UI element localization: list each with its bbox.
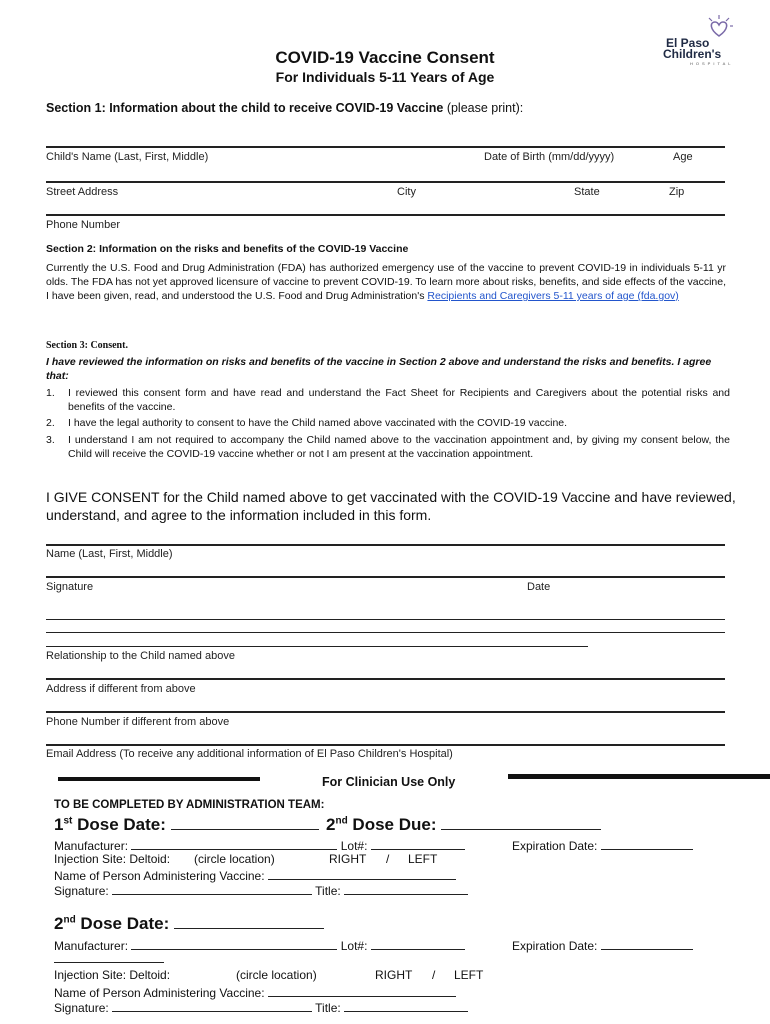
expiration-field[interactable] <box>601 837 693 850</box>
section1-heading-note: (please print): <box>446 101 524 115</box>
expiration-field[interactable] <box>601 937 693 950</box>
dose-due-label: Dose Due: <box>352 815 437 834</box>
list-item-text: I reviewed this consent form and have read and understand the Fact Sheet for Recipients and Caregivers about the potential risks and benefits of the vaccine. <box>68 387 730 413</box>
section2-text: Currently the U.S. Food and Drug Administration (FDA) has authorized emergency use of the vaccine to prevent COVID-19 in individuals 5-11 yr olds. The FDA has not yet approved licensure of vaccine to prevent COVID-19. To learn more about risks, benefits, and side effects of the vaccine, I have been given, read, and understood the U.S. Food and Drug Administration's <box>46 262 726 302</box>
manufacturer-field[interactable] <box>131 937 337 950</box>
relationship-line[interactable] <box>46 646 588 647</box>
dose-due-row <box>326 815 601 835</box>
title-label: Title: <box>315 884 341 898</box>
signature-field[interactable] <box>112 882 312 895</box>
logo-line-1: El Paso <box>666 36 710 50</box>
dose-due-ordinal-suffix: nd <box>335 815 348 827</box>
signature-label: Signature: <box>54 1001 109 1015</box>
dose1-admin-row <box>54 867 456 883</box>
dose2-ordinal: 2 <box>54 914 64 933</box>
guardian-name-label: Name (Last, First, Middle) <box>46 548 173 560</box>
dose2-signature-row <box>54 999 468 1015</box>
fda-link[interactable]: Recipients and Caregivers 5-11 years of age (fda.gov) <box>427 290 679 302</box>
dose2-right-option[interactable]: RIGHT <box>375 968 413 982</box>
list-item-number: 1. <box>46 387 55 399</box>
manufacturer-field[interactable] <box>131 837 337 850</box>
guardian-name-line[interactable] <box>46 544 725 546</box>
list-item-number: 3. <box>46 434 55 446</box>
dose2-date-row <box>54 914 324 934</box>
title-field[interactable] <box>344 999 468 1012</box>
relationship-label: Relationship to the Child named above <box>46 650 235 662</box>
zip-label: Zip <box>669 186 685 198</box>
signature-label: Signature: <box>54 884 109 898</box>
dose1-circle-label: (circle location) <box>194 852 275 866</box>
clinician-heading: For Clinician Use Only <box>322 775 456 789</box>
email-line[interactable] <box>46 744 725 746</box>
address-label: Address if different from above <box>46 683 196 695</box>
dose1-ordinal: 1 <box>54 815 64 834</box>
phone-label: Phone Number <box>46 219 120 231</box>
dose1-ordinal-suffix: st <box>63 815 73 827</box>
blank-line[interactable] <box>46 632 725 633</box>
dose1-expiration-row <box>512 837 693 853</box>
expiration-label: Expiration Date: <box>512 939 598 953</box>
list-item <box>46 386 730 414</box>
title-field[interactable] <box>344 882 468 895</box>
manufacturer-label: Manufacturer: <box>54 839 129 853</box>
page-subtitle: For Individuals 5-11 Years of Age <box>275 69 495 85</box>
dose2-date-label: Dose Date: <box>80 914 170 933</box>
alt-phone-label: Phone Number if different from above <box>46 716 230 728</box>
signature-field[interactable] <box>112 999 312 1012</box>
title-label: Title: <box>315 1001 341 1015</box>
section1-heading-text: Section 1: Information about the child to receive COVID-19 Vaccine <box>46 101 444 115</box>
dose1-date-field[interactable] <box>171 817 319 830</box>
lot-label: Lot#: <box>340 939 368 953</box>
section2-body <box>46 261 726 303</box>
lot-field[interactable] <box>371 937 465 950</box>
manufacturer-label: Manufacturer: <box>54 939 129 953</box>
dose1-slash: / <box>386 852 390 866</box>
dose2-slash: / <box>432 968 436 982</box>
dose1-signature-row <box>54 882 468 898</box>
dose2-injection-label: Injection Site: Deltoid: <box>54 968 171 982</box>
divider <box>508 774 770 779</box>
dose2-circle-label: (circle location) <box>236 968 317 982</box>
dose1-date-row <box>54 815 319 835</box>
dose2-left-option[interactable]: LEFT <box>454 968 484 982</box>
admin-name-field[interactable] <box>268 867 456 880</box>
admin-name-field[interactable] <box>268 984 456 997</box>
blank-line[interactable] <box>46 619 725 620</box>
street-label: Street Address <box>46 186 119 198</box>
dose1-left-option[interactable]: LEFT <box>408 852 438 866</box>
lot-field[interactable] <box>371 837 465 850</box>
dose1-injection-label: Injection Site: Deltoid: <box>54 852 171 866</box>
admin-heading: TO BE COMPLETED BY ADMINISTRATION TEAM: <box>54 799 325 811</box>
dose2-date-field[interactable] <box>174 916 324 929</box>
dose2-admin-row <box>54 984 456 1000</box>
logo-line-2: Children's <box>663 47 722 61</box>
date-label: Date <box>527 581 551 593</box>
alt-phone-line[interactable] <box>46 711 725 713</box>
city-label: City <box>397 186 416 198</box>
list-item-number: 2. <box>46 417 55 429</box>
list-item-text: I have the legal authority to consent to have the Child named above vaccinated with the COVID-19 vaccine. <box>68 417 568 429</box>
divider <box>58 777 260 781</box>
dose1-right-option[interactable]: RIGHT <box>329 852 367 866</box>
list-item <box>46 433 730 461</box>
blank-line[interactable] <box>54 962 164 963</box>
child-name-line[interactable] <box>46 146 725 148</box>
phone-line[interactable] <box>46 214 725 216</box>
dose1-date-label: Dose Date: <box>77 815 166 834</box>
dose-due-field[interactable] <box>441 817 601 830</box>
email-label: Email Address (To receive any additional information of El Paso Children's Hospital) <box>46 748 453 760</box>
dose-due-ordinal: 2 <box>326 815 336 834</box>
list-item <box>46 416 730 430</box>
list-item-text: I understand I am not required to accompany the Child named above to the vaccination appointment and, by giving my consent below, the Child will receive the COVID-19 vaccine whether or not I am present at the vaccination appointment. <box>68 434 730 460</box>
address-line[interactable] <box>46 678 725 680</box>
page-title: COVID-19 Vaccine Consent <box>275 48 495 67</box>
dose2-manufacturer-row <box>54 937 465 953</box>
dose1-manufacturer-row <box>54 837 465 853</box>
state-label: State <box>574 186 600 198</box>
section1-heading <box>46 101 523 115</box>
section3-heading: Section 3: Consent. <box>46 340 128 351</box>
dose2-ordinal-suffix: nd <box>63 914 76 926</box>
signature-line[interactable] <box>46 576 725 578</box>
logo-line-3: HOSPITAL <box>690 61 734 66</box>
admin-name-label: Name of Person Administering Vaccine: <box>54 869 265 883</box>
age-label: Age <box>673 151 693 163</box>
dob-label: Date of Birth (mm/dd/yyyy) <box>484 151 615 163</box>
dose2-expiration-row <box>512 937 693 953</box>
section3-intro: I have reviewed the information on risks and benefits of the vaccine in Section 2 above and understand the risks and benefits. I agree that: <box>46 356 712 382</box>
lot-label: Lot#: <box>340 839 368 853</box>
street-line[interactable] <box>46 181 725 183</box>
section2-heading: Section 2: Information on the risks and benefits of the COVID-19 Vaccine <box>46 243 409 255</box>
child-name-label: Child's Name (Last, First, Middle) <box>46 151 209 163</box>
expiration-label: Expiration Date: <box>512 839 598 853</box>
signature-label: Signature <box>46 581 94 593</box>
consent-statement: I GIVE CONSENT for the Child named above to get vaccinated with the COVID-19 Vaccine and have reviewed, understand, and agree to the information included in this form. <box>46 489 736 523</box>
admin-name-label: Name of Person Administering Vaccine: <box>54 986 265 1000</box>
